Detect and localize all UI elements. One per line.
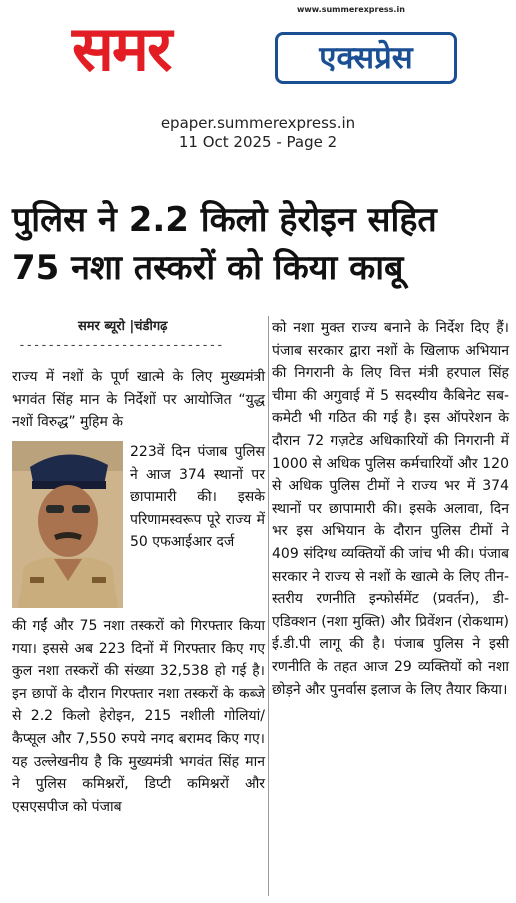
byline-separator: ---------------------------- [18, 338, 224, 353]
masthead-logo [72, 4, 457, 98]
paragraph-left-wrap: 223वें दिन पंजाब पुलिस ने आज 374 स्थानों पर छापामारी की। इसके परिणामस्वरूप पूरे राज्य में 50 एफआईआर दर्ज [130, 444, 265, 551]
officer-photo [12, 441, 123, 608]
paragraph-left-top: राज्य में नशों के पूर्ण खात्मे के लिए मुख्यमंत्री भगवंत सिंह मान के निर्देशों पर आयोजित “युद्ध नशों विरुद्ध” मुहिम के [12, 369, 265, 431]
headline-line-1: पुलिस ने 2.2 किलो हेरोइन सहित [12, 200, 437, 240]
column-divider [268, 316, 269, 896]
masthead-title-sub: एक्सप्रेस [275, 32, 457, 84]
masthead-url: www.summerexpress.in [297, 5, 405, 14]
edition-info [0, 114, 516, 152]
paragraph-right: को नशा मुक्त राज्य बनाने के निर्देश दिए हैं। पंजाब सरकार द्वारा नशों के खिलाफ अभियान की निगरानी के लिए वित्त मंत्री हरपाल सिंह चीमा की अगुवाई में 5 सदस्यीय कैबिनेट सब-कमेटी भी गठित की गई है। इस ऑपरेशन के दौरान 72 गज़टेड अधिकारियों की निगरानी में 1000 से अधिक पुलिस कर्मचारियों और 120 से अधिक पुलिस टीमों ने राज्य भर में 374 स्थानों पर छापामारी की। इसके अलावा, दिन भर इस अभियान के दौरान पुलिस टीमों ने 409 संदिग्ध व्यक्तियों की जांच भी की। पंजाब सरकार ने राज्य से नशों के खात्मे के लिए तीन-स्तरीय रणनीति इन्फोर्समेंट (प्रवर्तन), डी-एडिक्शन (नशा मुक्ति) और प्रिवेंशन (रोकथाम) ई.डी.पी लागू की है। पंजाब पुलिस ने इसी रणनीति के तहत आज 29 व्यक्तियों को नशा छोड़ने और पुनर्वास इलाज के लिए तैयार किया। [272, 320, 509, 698]
masthead-title-main: समर [72, 12, 171, 85]
paragraph-left-bottom: की गईं और 75 नशा तस्करों को गिरफ्तार किया गया। इससे अब 223 दिनों में गिरफ्तार किए गए कुल नशा तस्करों की संख्या 32,538 हो गई है। इन छापों के दौरान गिरफ्तार नशा तस्करों के कब्जे से 2.2 किलो हेरोइन, 215 नशीली गोलियां/कैप्सूल और 7,550 रुपये नगद बरामद किए गए। यह उल्लेखनीय है कि मुख्यमंत्री भगवंत सिंह मान ने पुलिस कमिश्नरों, डिप्टी कमिश्नरों और एसएसपीज को पंजाब [12, 618, 265, 815]
headline-line-2: 75 नशा तस्करों को किया काबू [12, 248, 404, 288]
article-byline: समर ब्यूरो |चंडीगढ़ [78, 319, 168, 334]
edition-date-page: 11 Oct 2025 - Page 2 [178, 133, 338, 151]
edition-site[interactable]: epaper.summerexpress.in [160, 114, 356, 132]
article-headline [12, 196, 507, 292]
